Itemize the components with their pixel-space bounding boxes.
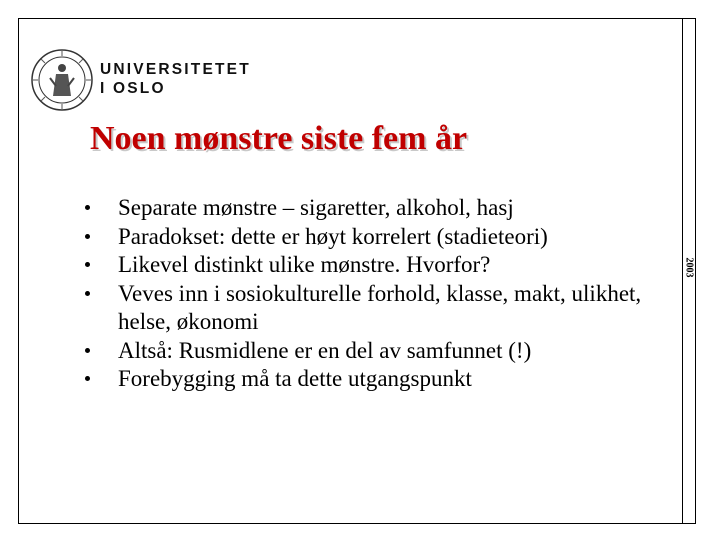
bullet-dot-icon [85, 291, 90, 296]
bullet-list [85, 194, 675, 394]
bullet-text: Altså: Rusmidlene er en del av samfunnet (!) [118, 337, 532, 363]
university-name [100, 60, 251, 98]
bullet-dot-icon [85, 262, 90, 267]
bullet-item [85, 223, 675, 252]
bullet-dot-icon [85, 348, 90, 353]
year-label [679, 250, 699, 284]
university-seal-icon [30, 48, 94, 112]
bullet-dot-icon [85, 234, 90, 239]
bullet-text: Forebygging må ta dette utgangspunkt [118, 366, 472, 391]
bullet-item [85, 280, 675, 337]
bullet-item [85, 194, 675, 223]
university-name-line2: I OSLO [100, 80, 166, 97]
bullet-text: Likevel distinkt ulike mønstre. Hvorfor? [118, 252, 491, 277]
bullet-item [85, 365, 675, 394]
bullet-item [85, 251, 675, 280]
bullet-dot-icon [85, 376, 90, 381]
slide-title: Noen mønstre siste fem år [90, 120, 468, 157]
year-text: 2003 [683, 257, 695, 277]
bullet-text: Paradokset: dette er høyt korrelert (stadieteori) [118, 223, 548, 249]
bullet-text: Separate mønstre – sigaretter, alkohol, hasj [118, 195, 514, 220]
bullet-item [85, 337, 675, 366]
bullet-text: Veves inn i sosiokulturelle forhold, klasse, makt, ulikhet, helse, økonomi [118, 280, 642, 334]
university-name-line1: UNIVERSITETET [100, 61, 251, 78]
bullet-dot-icon [85, 205, 90, 210]
